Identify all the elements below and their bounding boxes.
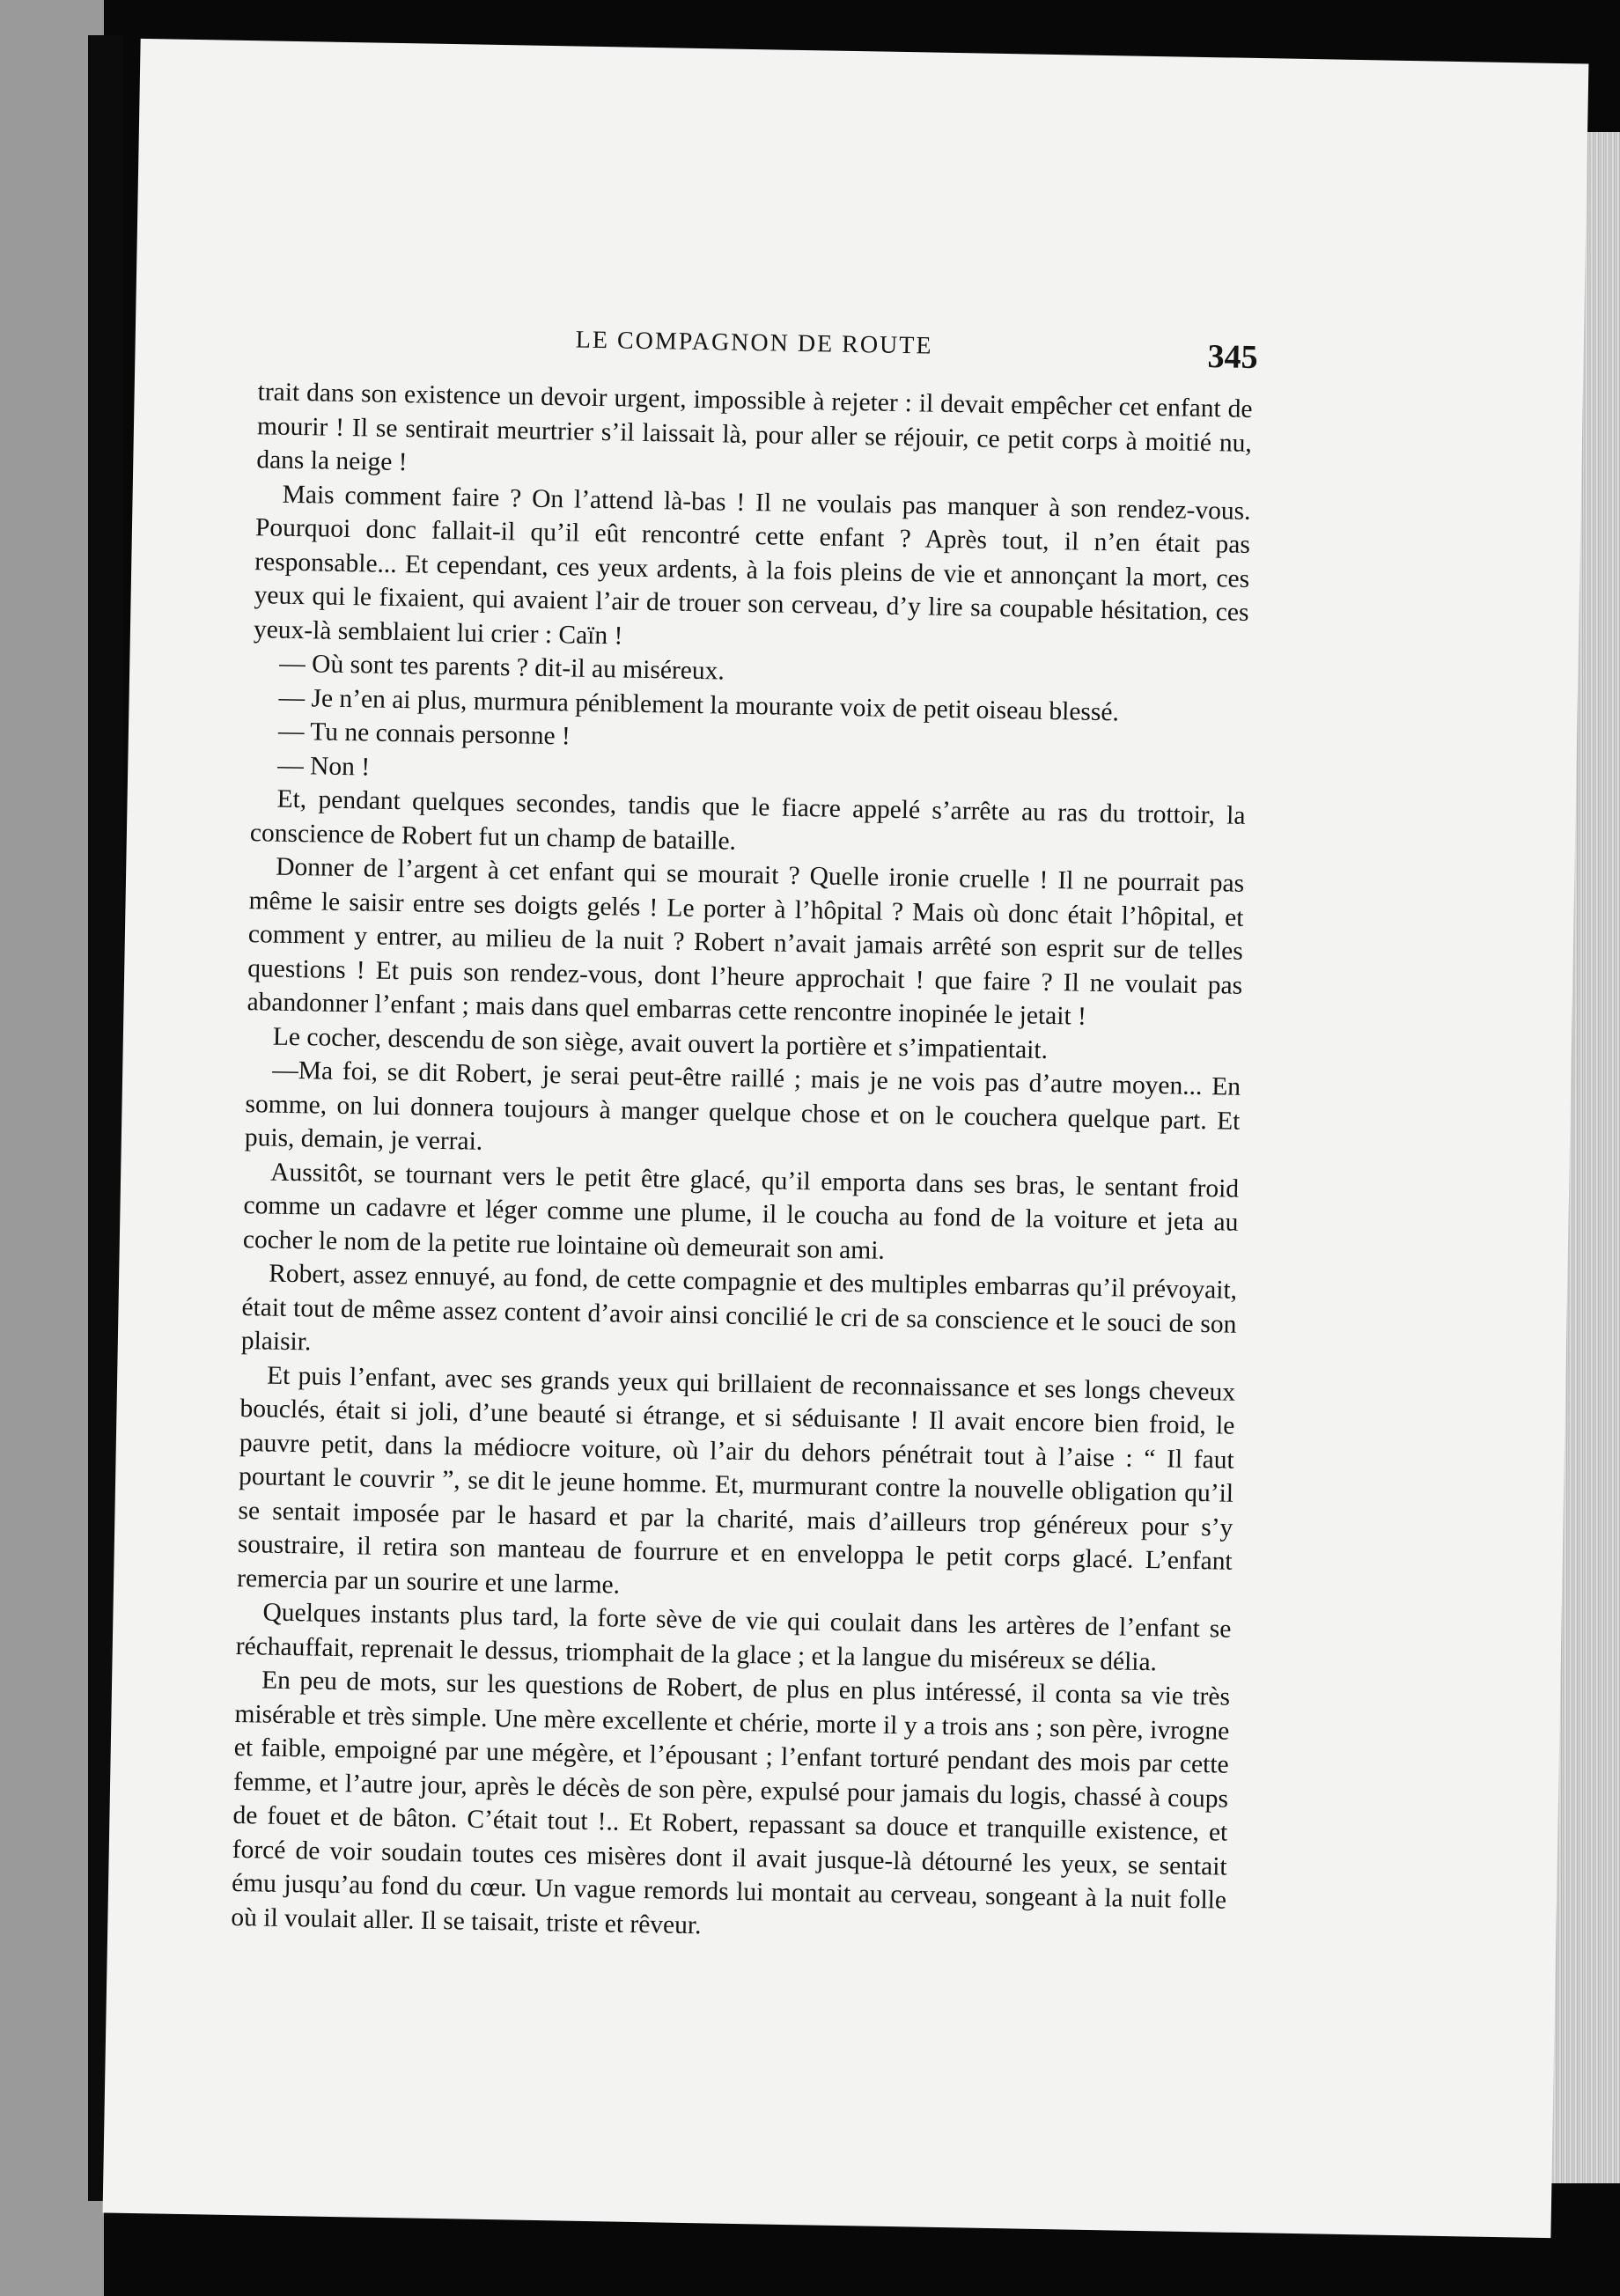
paragraph: En peu de mots, sur les questions de Robert, de plus en plus intéressé, il conta sa vie très misérable et très simple. Une mère excellente et chérie, morte il y a trois ans ; son père, ivrogne et faible, empoigné par une mégère, et l’épousant ; l’enfant torturé pendant des mois par cette femme, et l’autre jour, après le décès de son père, expulsé pour jamais du logis, chassé à coups de fouet et de bâton. C’était tout !.. Et Robert, repassant sa douce et tranquille existence, et forcé de voir soudain toutes ces misères dont il avait jusque-là détourné les yeux, se sentait ému jusqu’au fond du cœur. Un vague remords lui montait au cerveau, songeant à la nuit folle où il voulait aller. Il se taisait, triste et rêveur. — [231, 1666, 1231, 1939]
paragraph: — Tu ne connais personne ! — [277, 717, 571, 751]
page-number: 345 — [1207, 338, 1258, 377]
running-title: LE COMPAGNON DE ROUTE — [575, 326, 933, 360]
paragraph: Aussitôt, se tournant vers le petit être glacé, qu’il emporta dans ses bras, le sentant froid comme un cadavre et léger comme une plume, il le coucha au fond de la voiture et jeta au cocher le nom de la petite rue lointaine où demeurait son ami. — [242, 1158, 1240, 1265]
paragraph: Mais comment faire ? On l’attend là-bas ! Il ne voulais pas manquer à son rendez-vous. Pourquoi donc fallait-il qu’il eût rencontré cette enfant ? Après tout, il n’en était pas responsable... Et cependant, ces yeux ardents, à la fois pleins de vie et annonçant la mort, ces yeux qui le fixaient, qui avaient l’air de trouer son cerveau, d’y lire sa coupable hésitation, ces yeux-là semblaient lui crier : Caïn ! — [253, 480, 1251, 650]
paragraph: —Ma foi, se dit Robert, je serai peut-être raillé ; mais je ne vois pas d’autre moyen... En somme, on lui donnera toujours à manger quelque chose et on le couchera quelque part. Et puis, demain, je verrai. — [244, 1056, 1241, 1156]
paragraph: Donner de l’argent à cet enfant qui se mourait ? Quelle ironie cruelle ! Il ne pourrait pas même le saisir entre ses doigts gelés ! Le porter à l’hôpital ? Mais où donc était l’hôpital, et comment y entrer, au milieu de la nuit ? Robert n’avait jamais arrêté son esprit sur de telles questions ! Et puis son rendez-vous, dont l’heure approchait ! que faire ? Il ne voulait pas abandonner l’enfant ; mais dans quel embarras cette rencontre inopinée le jetait ! — [247, 852, 1245, 1031]
paragraph: — Où sont tes parents ? dit-il au miséreux. — [279, 649, 725, 686]
paragraph: Robert, assez ennuyé, au fond, de cette compagnie et des multiples embarras qu’il prévoyait, était tout de même assez content d’avoir ainsi concilié le cri de sa conscience et le souci de son plaisir. — [240, 1259, 1238, 1357]
page-header — [136, 319, 1584, 377]
paragraph: Le cocher, descendu de son siège, avait ouvert la portière et s’impatientait. — [272, 1022, 1049, 1064]
body-text — [231, 375, 1253, 1951]
paragraph: Et, pendant quelques secondes, tandis que le fiacre appelé s’arrête au ras du trottoir, la conscience de Robert fut un champ de bataille. — [249, 784, 1246, 856]
paragraph: — Je n’en ai plus, murmura péniblement la mourante voix de petit oiseau blessé. — [278, 683, 1120, 726]
paragraph: Et puis l’enfant, avec ses grands yeux qui brillaient de reconnaissance et ses longs cheveux bouclés, était si joli, d’une beauté si étrange, et si séduisante ! Il avait encore bien froid, le pauvre petit, dans la médiocre voiture, où l’air du dehors pénétrait tout à l’aise : “ Il faut pourtant le couvrir ”, se dit le jeune homme. Et, murmurant contre la nouvelle obligation qu’il se sentait imposée par le hasard et par la charité, mais d’ailleurs trop généreux pour s’y soustraire, il retira son manteau de fourrure et en enveloppa le petit corps glacé. L’enfant remercia par un sourire et une larme. — [236, 1361, 1236, 1600]
paragraph: Quelques instants plus tard, la forte sève de vie qui coulait dans les artères de l’enfant se réchauffait, reprenait le dessus, triomphait de la glace ; et la langue du miséreux se délia. — [235, 1598, 1232, 1676]
book-page — [103, 39, 1589, 2238]
paragraph: — Non ! — [277, 751, 371, 782]
paragraph: trait dans son existence un devoir urgent, impossible à rejeter : il devait empêcher cet enfant de mourir ! Il se sentirait meurtrier s’il laissait là, pour aller se réjouir, ce petit corps à moitié nu, dans la neige ! — [256, 378, 1253, 477]
